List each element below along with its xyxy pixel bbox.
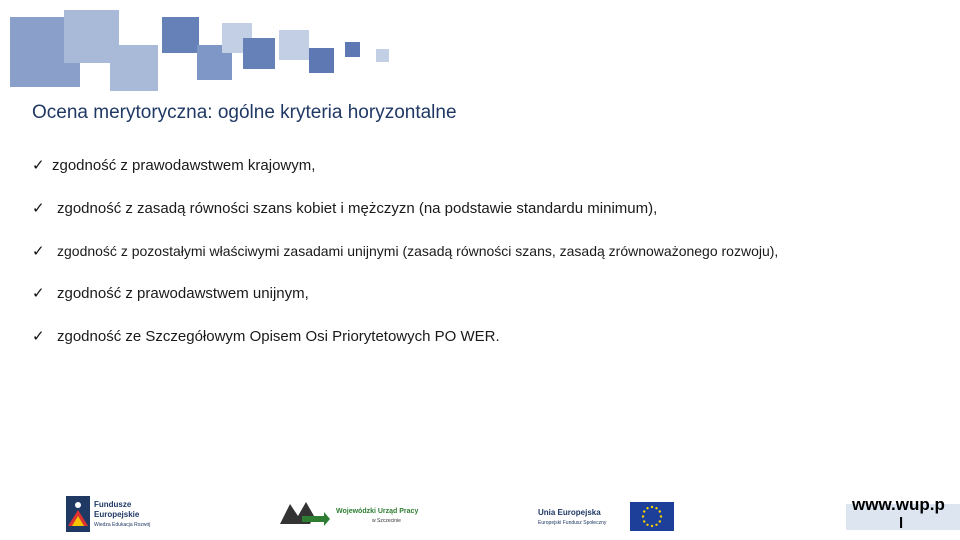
- list-item-text: zgodność ze Szczegółowym Opisem Osi Priorytetowych PO WER.: [57, 328, 500, 345]
- fundusze-europejskie-emblem: [66, 496, 90, 532]
- list-item: [32, 327, 500, 345]
- eu-flag-icon: [630, 502, 674, 531]
- ue-name: Unia Europejska: [538, 508, 601, 517]
- list-item-text: zgodność z prawodawstwem unijnym,: [57, 285, 309, 302]
- checkmark-icon: ✓: [32, 285, 45, 302]
- wup-name: Wojewódzki Urząd Pracy: [336, 508, 419, 515]
- deco-square: [345, 42, 360, 57]
- fundusze-label: [94, 500, 139, 520]
- slide-title: Ocena merytoryczna: ogólne kryteria horyzontalne: [32, 102, 457, 123]
- fundusze-line2: Europejskie: [94, 510, 140, 519]
- checkmark-icon: ✓: [32, 200, 45, 217]
- ue-logo: [538, 500, 678, 532]
- wup-emblem: [280, 498, 330, 528]
- eu-stars: [630, 502, 674, 531]
- wup-logo: [280, 498, 440, 530]
- ue-sub: Europejski Fundusz Społeczny: [538, 520, 607, 526]
- deco-square: [279, 30, 309, 60]
- deco-square: [162, 17, 199, 53]
- list-item: [32, 242, 778, 260]
- list-item: [32, 156, 315, 174]
- website-url-continuation[interactable]: l: [899, 515, 904, 532]
- fundusze-europejskie-logo: [66, 494, 176, 534]
- fundusze-sub: Wiedza Edukacja Rozwój: [94, 522, 151, 528]
- checkmark-icon: ✓: [32, 328, 45, 345]
- checkmark-icon: ✓: [32, 157, 45, 174]
- wup-sub: w Szczecinie: [372, 518, 401, 524]
- list-item-text: zgodność z zasadą równości szans kobiet i mężczyzn (na podstawie standardu minimum),: [57, 200, 658, 217]
- website-url[interactable]: www.wup.p: [852, 495, 945, 514]
- list-item: [32, 199, 657, 217]
- fundusze-line1: Fundusze: [94, 500, 132, 509]
- list-item-text: zgodność z prawodawstwem krajowym,: [52, 157, 316, 174]
- deco-square: [243, 38, 275, 69]
- list-item: [32, 284, 309, 302]
- checkmark-icon: ✓: [32, 243, 45, 260]
- deco-square: [309, 48, 334, 73]
- deco-square: [376, 49, 389, 62]
- deco-square: [110, 45, 158, 91]
- list-item-text: zgodność z pozostałymi właściwymi zasadami unijnymi (zasadą równości szans, zasadą zrównoważonego rozwoju),: [57, 243, 779, 259]
